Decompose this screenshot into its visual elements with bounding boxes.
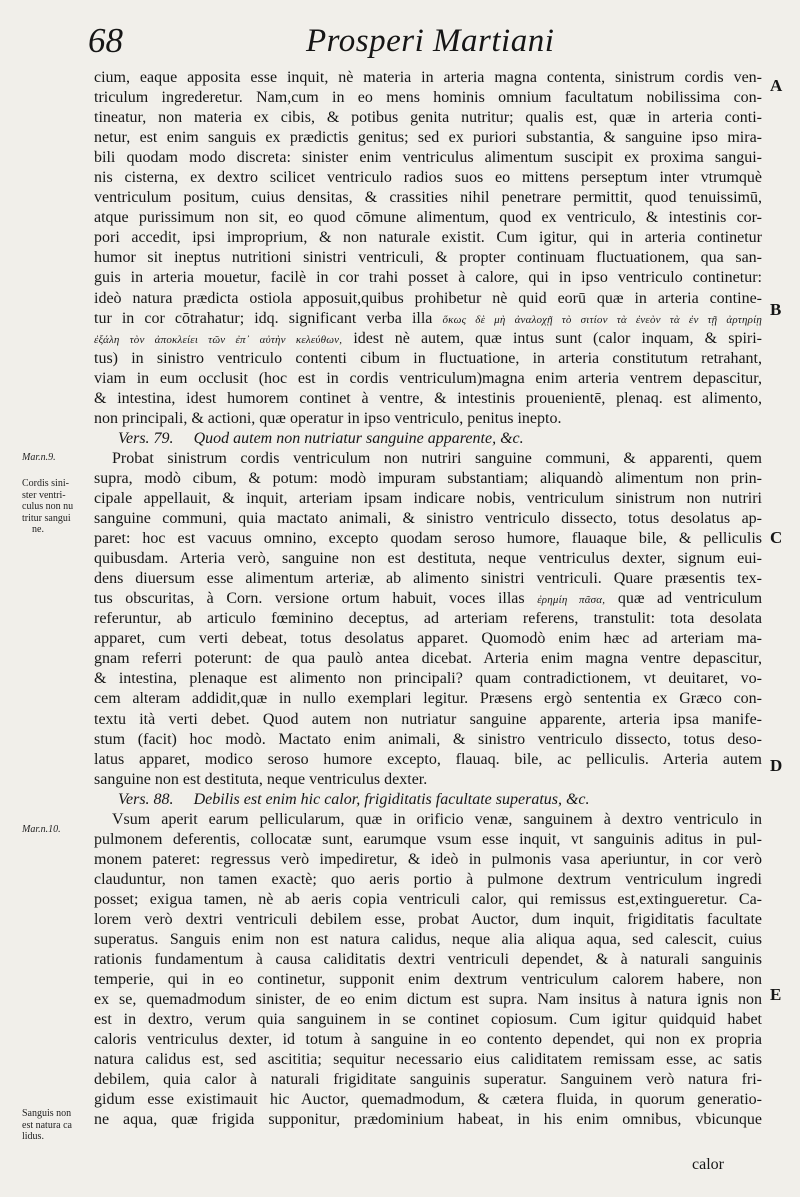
verse-number: Vers. 79. — [118, 429, 174, 447]
text-line: dens diuersum esse alimentum arteriæ, ab alimento sinistri ventriculi. Quare præsentis tex- — [94, 570, 762, 588]
text-line: tineatur, non materia ex cibis, & potibus genita nutritur; qualis est, quæ in arteria conti- — [94, 109, 762, 127]
verse-number: Vers. 88. — [118, 790, 174, 808]
verse-text: Quod autem non nutriatur sanguine apparente, &c. — [193, 429, 524, 447]
text-line: tus) in sinistro ventriculo contenti cibum in fluctuatione, in arteria constitutum retrahant, — [94, 349, 762, 367]
text-line: nis cisterna, ex dextro scilicet ventriculo radios suos eo mittens perseptum inter vtrumquè — [94, 169, 762, 187]
text-line: cium, eaque apposita esse inquit, nè materia in arteria magna contenta, sinistrum cordis ven- — [94, 69, 762, 86]
page-header — [88, 20, 728, 66]
text-line: referuntur, ab articulo fœminino deceptus, ad arteriam referens, transtulit: tota desolata — [94, 610, 762, 628]
section-letter: C — [770, 528, 783, 547]
text-line: pori accedit, ipsi improprium, & non naturale existit. Cum igitur, qui in arteria continetur — [94, 229, 762, 247]
text-line: gidum esse existimauit hic Auctor, quemadmodum, & cætera fluida, in quorum generatio- — [94, 1091, 762, 1109]
text-line: atque purissimum non sit, eo quod cōmune alimentum, quod ex ventriculo, & intestinis cor- — [94, 209, 762, 227]
text-line: viam in eum occlusit (hoc est in cordis ventriculum)magna enim arteria ventrem depascitur, — [94, 369, 762, 387]
text-line: superatus. Sanguis enim non est natura calidus, neque alia aliqua aqua, sed calescit, cuius — [94, 931, 762, 949]
margin-note-line: lidus. — [22, 1131, 44, 1142]
text-line: latus apparet, modico seroso humore excepto, flauaq. bile, ac pelliculis. Arteria autem — [94, 750, 762, 768]
text-line: debilem, quia calor à naturali frigiditate sanguinis superatur. Sanguinem verò natura fri- — [94, 1071, 762, 1089]
margin-note-line: tritur sangui — [22, 512, 71, 524]
page-number: 68 — [88, 21, 123, 60]
running-head: Prosperi Martiani — [306, 23, 555, 59]
text-line: ex se, quemadmodum sinister, de eo enim dictum est supra. Nam insitus à natura ignis non — [94, 991, 762, 1009]
text-line: est in dextro, verum quia sanguinem in se continet copiosum. Cum igitur quidquid habet — [94, 1011, 762, 1029]
latin-text: tur in cor cōtrahatur; idq. significant verba illa — [94, 309, 433, 327]
text-line: posset; exigua tamen, nè ab aeris copia ventriculi calor, qui remissus est,extingueretur. Ca- — [94, 890, 762, 908]
text-line: apparet, cum verti debeat, totus desolatus apparet. Quomodò enim hæc ad arteriam ma- — [94, 630, 762, 648]
margin-note-line: est natura ca — [22, 1119, 72, 1131]
text-line: supra, modò cibum, & potum: modò impuram substantiam; aliquandò alimentum non prin- — [94, 469, 762, 487]
margin-note-line: Cordis sini- — [22, 478, 69, 489]
text-line: paret: hoc est vacuus omnino, excepto quodam seroso humore, flauaque bile, & pelliculis — [94, 530, 762, 548]
text-line: monem pateret: regressus verò impediretur, & ideò in pulmonis vasa aperiuntur, in cor verò — [94, 850, 762, 868]
text-line: stum (facit) hoc modò. Mactato enim animali, & sinistro ventriculo dissecto, totus deso- — [94, 730, 762, 748]
text-line-greek — [94, 309, 762, 329]
text-line: caloris ventriculus dexter, id totum à sanguine in eo contento dependet, qui non ex propria — [94, 1031, 762, 1049]
text-line: cem alteram addidit,quæ in nullo exemplari legitur. Præsens ergò sententia ex Græco con- — [94, 690, 762, 708]
text-line: ventriculum positum, cuius densitas, & crassities nihil penetrare permittit, quod tenuissimū, — [94, 189, 762, 207]
text-line: triculum ingrederetur. Nam,cum in eo mens hominis omnium facultatum nobilissima con- — [94, 89, 762, 107]
text-line: cipale appellauit, & inquit, arteriam ipsam indicare nobis, ventriculum sinistrum non nutriri — [94, 489, 762, 507]
section-letter: A — [770, 76, 783, 95]
text-line: pulmonem deferentis, collocatæ sunt, earumque vsum esse inquit, vt sanguinis aditus in pul- — [94, 830, 762, 848]
margin-reference: Mar.n.9. — [22, 452, 56, 463]
catchword: calor — [692, 1156, 724, 1173]
verse-text: Debilis est enim hic calor, frigiditatis facultate superatus, &c. — [193, 790, 590, 808]
section-letter: D — [770, 756, 783, 775]
text-line: Vsum aperit earum pellicularum, quæ in orificio venæ, sanguinem à dextro ventriculo in — [112, 810, 762, 828]
text-line: clauduntur, non tamen exactè; quo aeris portio à pulmone dextrum ventriculum ingredi — [94, 870, 762, 888]
text-line: & intestina, idest humorem continet à ventre, & intestinis prouenientē, plenaq. est alimento, — [94, 389, 762, 407]
text-line: sanguine non est destituta, neque ventriculus dexter. — [94, 770, 428, 788]
text-line: bili quodam modo discreta: sinister enim ventriculus alimentum suscipit ex proxima sangui- — [94, 149, 762, 167]
text-line: temperie, qui in eo continetur, supponit enim dextrum ventriculum calorem habere, non — [94, 971, 762, 989]
text-line: natura calidus est, sed ascititia; sequitur necessario eius caliditatem remissam esse, ac satis — [94, 1051, 762, 1069]
text-line: & intestina, plenaque est alimento non principali? quam contradictionem, vt deuitaret, vo- — [94, 670, 762, 688]
text-line: humor sit ineptus nutritioni sinistri ventriculi, & propter continuam fluctuationem, qua san- — [94, 249, 762, 267]
text-line-greek — [94, 589, 762, 609]
greek-quote: ἐξάλη τὸν ἀποκλείει τῶν ἐπ᾽ αὐτὴν κελεύθων, — [94, 333, 343, 346]
text-line: gnam referri poterunt: de qua paulò antea dicebat. Arteria enim magna ventre depascitur, — [94, 650, 762, 668]
text-line: guis in arteria mouetur, facilè in cor trahi posset à calore, qui in ipso ventriculo continetur: — [94, 269, 762, 287]
text-line: quibusdam. Arteria verò, sanguine non est destituta, neque ventriculus dexter, signum eui- — [94, 550, 762, 568]
latin-text: quæ ad ventriculum — [617, 590, 762, 608]
greek-quote: ἐρημίη πᾶσα, — [537, 594, 606, 607]
text-line: textu ità verti debet. Quod autem non nutriatur sanguine apparente, arteria ipsa manife- — [94, 710, 762, 728]
text-line: non principali, & actioni, quæ operatur in ipso ventriculo, penitus inepto. — [94, 409, 562, 427]
margin-note-line: ne. — [32, 524, 44, 535]
margin-note — [22, 478, 94, 536]
text-line-greek — [94, 329, 762, 349]
text-body — [94, 68, 762, 1130]
text-line: Probat sinistrum cordis ventriculum non nutriri sanguine communi, & apparenti, quem — [112, 449, 762, 467]
section-letter: B — [770, 300, 782, 319]
text-line: ne aqua, quæ frigida supponitur, prædominium habeat, in his enim omnibus, vbicunque — [94, 1111, 762, 1129]
margin-note-line: ster ventri- — [22, 489, 66, 501]
margin-note — [22, 1108, 94, 1143]
verse-heading — [94, 790, 762, 810]
margin-reference: Mar.n.10. — [22, 824, 61, 835]
text-line: sanguine communi, quia mactato animali, & sinistro ventriculo dissecto, totus desolatus ap- — [94, 510, 762, 528]
section-letter: E — [770, 985, 782, 1004]
verse-heading — [94, 429, 762, 449]
latin-text: tus obscuritas, à Corn. versione ortum habuit, voces illas — [94, 590, 525, 608]
margin-note-line: culus non nu — [22, 501, 74, 512]
text-line: lorem verò dextri ventriculi debilem esse, probat Auctor, dum inquit, frigiditatis facultate — [94, 910, 762, 928]
text-line: ideò natura prædicta ostiola apposuit,quibus prohibetur nè quid eorū quæ in arteria contine- — [94, 289, 762, 307]
latin-text: idest nè autem, quæ intus sunt (calor inquam, & spiri- — [353, 329, 762, 347]
text-line: netur, est enim sanguis ex prædictis genitus; sed ex puriori substantia, & sanguine ipso mira- — [94, 129, 762, 147]
text-line: rationis fundamentum à causa caliditatis dextri ventriculi dependet, & à naturali sanguinis — [94, 951, 762, 969]
greek-quote: ὅκως δὲ μὴ ἀναλοχῇ τὸ σιτίον τὰ ἐνεὸν τὰ ἐν τῇ ἀρτηρίῃ — [442, 313, 762, 326]
margin-note-line: Sanguis non — [22, 1108, 72, 1119]
